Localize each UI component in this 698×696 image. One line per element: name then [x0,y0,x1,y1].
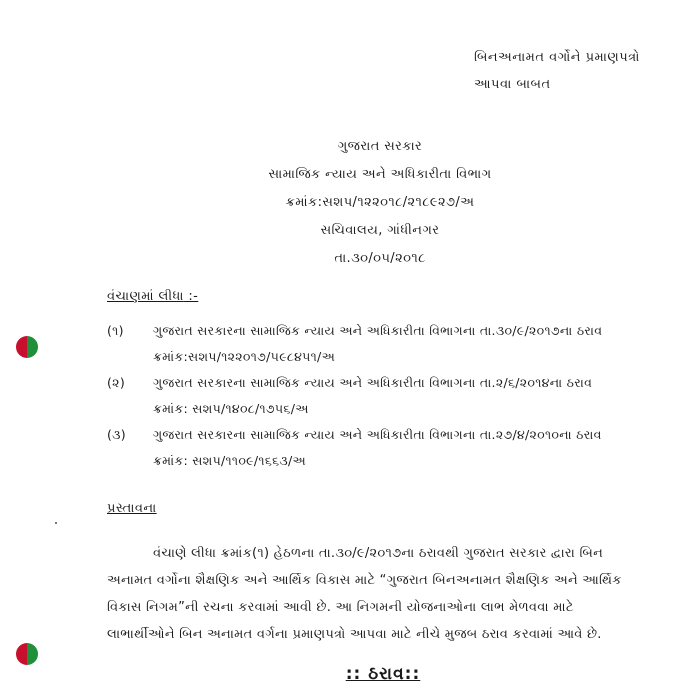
subject-line-2: આપવા બાબત [474,77,551,92]
reference-text: ગુજરાત સરકારના સામાજિક ન્યાય અને અધિકારીતા વિભાગના તા.૩૦/૯/૨૦૧૭ના ઠરાવ [153,323,603,338]
preamble-line: વંચાણે લીધા ક્રમાંક(૧) હેઠળના તા.૩૦/૯/૨૦૧૭ના ઠરાવથી ગુજરાત સરકાર દ્વારા બિન [153,546,604,561]
order-date: તા.૩૦/૦૫/૨૦૧૮ [334,251,426,266]
government-header [240,133,520,273]
government-name: ગુજરાત સરકાર [337,139,423,154]
read-title-suffix: :- [183,289,199,304]
reference-order-number: ક્રમાંક: સશપ/૧૧૦૯/૧૬૬૩/અ [153,453,307,468]
order-number: ક્રમાંક:સશપ/૧૨૨૦૧૮/૨૧૮૯૨૭/અ [285,195,475,210]
reference-text: ગુજરાત સરકારના સામાજિક ન્યાય અને અધિકારીતા વિભાગના તા.૨૭/૪/૨૦૧૦ના ઠરાવ [153,427,602,442]
preamble-line: અનામત વર્ગોના શૈક્ષણિક અને આર્થિક વિકાસ માટે “ગુજરાત બિનઅનામત શૈક્ષણિક અને આર્થિક [107,573,622,588]
subject-block [474,44,640,98]
read-section-heading [107,289,198,304]
reference-number: (૧) [107,323,124,338]
resolution-heading: :: ઠરાવ:: [345,664,421,684]
preamble-paragraph [107,540,667,648]
reference-number: (૨) [107,375,125,390]
subject-line-1: બિનઅનામત વર્ગોને પ્રમાણપત્રો [474,50,640,65]
place: સચિવાલય, ગાંધીનગર [320,223,440,238]
binder-hole-marker [16,643,38,665]
preamble-line: લાભાર્થીઓને બિન અનામત વર્ગના પ્રમાણપત્રો આપવા માટે નીચે મુજબ ઠરાવ કરવામાં આવે છે. [107,627,602,642]
reference-order-number: ક્રમાંક: સશપ/૧૪૦૮/૧૭૫૬/અ [153,401,309,416]
preamble-heading: પ્રસ્તાવના [107,501,157,516]
reference-order-number: ક્રમાંક:સશપ/૧૨૨૦૧૭/૫૯૮૪૫૧/અ [153,349,336,364]
read-title: વંચાણમાં લીધા [107,289,184,304]
reference-number: (૩) [107,427,126,442]
binder-hole-marker [16,336,38,358]
department-name: સામાજિક ન્યાય અને અધિકારીતા વિભાગ [268,167,492,182]
margin-dot [55,522,57,524]
reference-text: ગુજરાત સરકારના સામાજિક ન્યાય અને અધિકારીતા વિભાગના તા.૨/૬/૨૦૧૪ના ઠરાવ [153,375,593,390]
preamble-line: વિકાસ નિગમ”ની રચના કરવામાં આવી છે. આ નિગમની યોજનાઓના લાભ મેળવવા માટે [107,600,574,615]
